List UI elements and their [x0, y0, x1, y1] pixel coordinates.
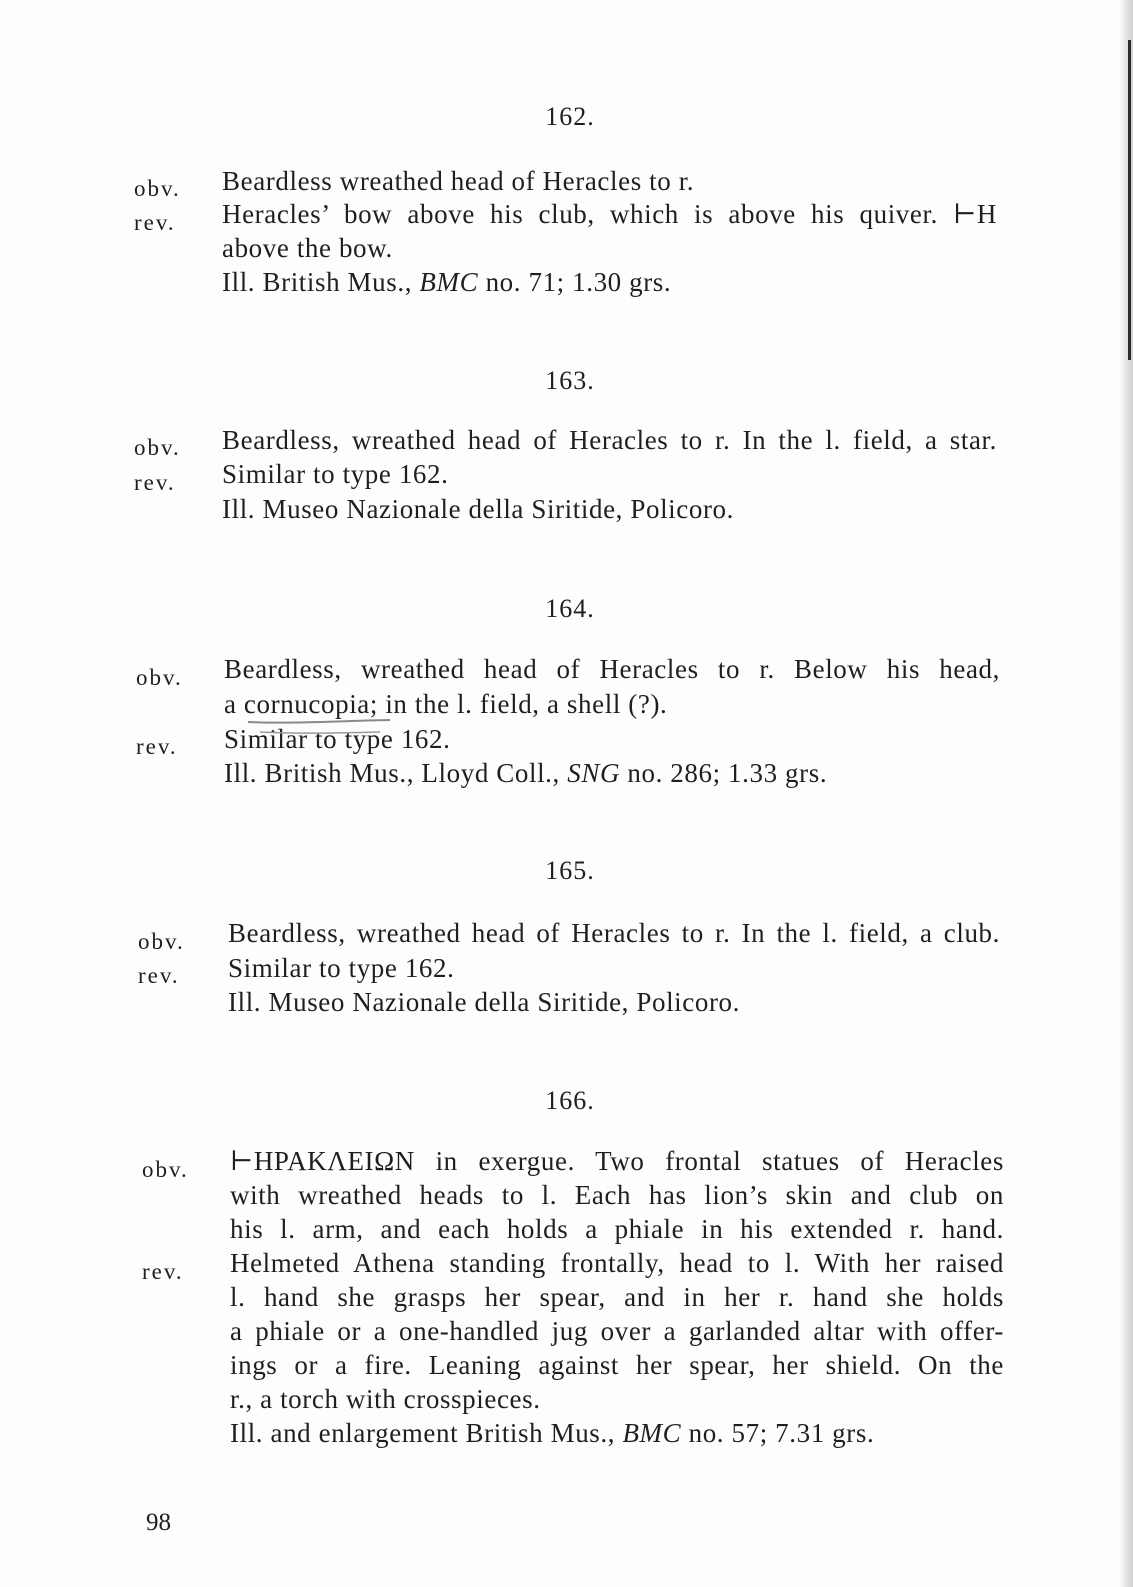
illustration-source: Ill. Museo Nazionale della Siritide, Policoro. [222, 494, 734, 524]
page-number: 98 [146, 1509, 171, 1536]
obv-text-line: Beardless, wreathed head of Heracles to r. Below his head, [224, 654, 1000, 684]
rev-text-line: ings or a fire. Leaning against her spear, her shield. On the [230, 1350, 1004, 1380]
rev-text-line: Helmeted Athena standing frontally, head to l. With her raised [230, 1248, 1004, 1278]
entry-number-164: 164. [545, 594, 595, 623]
rev-label: rev. [136, 734, 178, 759]
entry-number-166: 166. [545, 1086, 595, 1115]
obv-label: obv. [134, 435, 181, 460]
entry-number-163: 163. [545, 366, 595, 395]
illustration-source: Ill. British Mus., BMC no. 71; 1.30 grs. [222, 267, 672, 297]
pencil-underline-mark [240, 712, 400, 742]
page-edge-line [1128, 40, 1131, 360]
obv-text-line: his l. arm, and each holds a phiale in his extended r. hand. [230, 1214, 1004, 1244]
obv-text-line: with wreathed heads to l. Each has lion’s skin and club on [230, 1180, 1004, 1210]
illustration-source: Ill. Museo Nazionale della Siritide, Policoro. [228, 987, 740, 1017]
rev-text-line: l. hand she grasps her spear, and in her r. hand she holds [230, 1282, 1004, 1312]
obv-label: obv. [138, 929, 185, 954]
rev-text-line: Similar to type 162. [228, 953, 455, 983]
obv-text-line: Beardless wreathed head of Heracles to r. [222, 166, 695, 196]
obv-label: obv. [134, 176, 181, 201]
rev-text-line: r., a torch with crosspieces. [230, 1384, 541, 1414]
rev-text-line: a phiale or a one-handled jug over a garlanded altar with offer- [230, 1316, 1004, 1346]
rev-label: rev. [134, 470, 176, 495]
rev-text-line: Similar to type 162. [222, 459, 449, 489]
rev-label: rev. [138, 963, 180, 988]
rev-label: rev. [142, 1259, 184, 1284]
rev-text-line: above the bow. [222, 233, 393, 263]
obv-text-line: a cornucopia; in the l. field, a shell (?). [224, 689, 668, 719]
obv-label: obv. [136, 665, 183, 690]
illustration-source: Ill. British Mus., Lloyd Coll., SNG no. 286; 1.33 grs. [224, 758, 828, 788]
obv-text-line: ⊢ΗΡΑΚΛΕΙΩΝ in exergue. Two frontal statues of Heracles [230, 1146, 1004, 1176]
obv-text-line: Beardless, wreathed head of Heracles to r. In the l. field, a club. [228, 918, 1000, 948]
entry-number-165: 165. [545, 856, 595, 885]
entry-number-162: 162. [545, 102, 595, 131]
obv-text-line: Beardless, wreathed head of Heracles to r. In the l. field, a star. [222, 425, 997, 455]
rev-label: rev. [134, 210, 176, 235]
illustration-source: Ill. and enlargement British Mus., BMC no. 57; 7.31 grs. [230, 1418, 875, 1448]
rev-text-line: Heracles’ bow above his club, which is above his quiver. ⊢H [222, 199, 997, 229]
obv-label: obv. [142, 1157, 189, 1182]
rev-text-line: Similar to type 162. [224, 724, 451, 754]
